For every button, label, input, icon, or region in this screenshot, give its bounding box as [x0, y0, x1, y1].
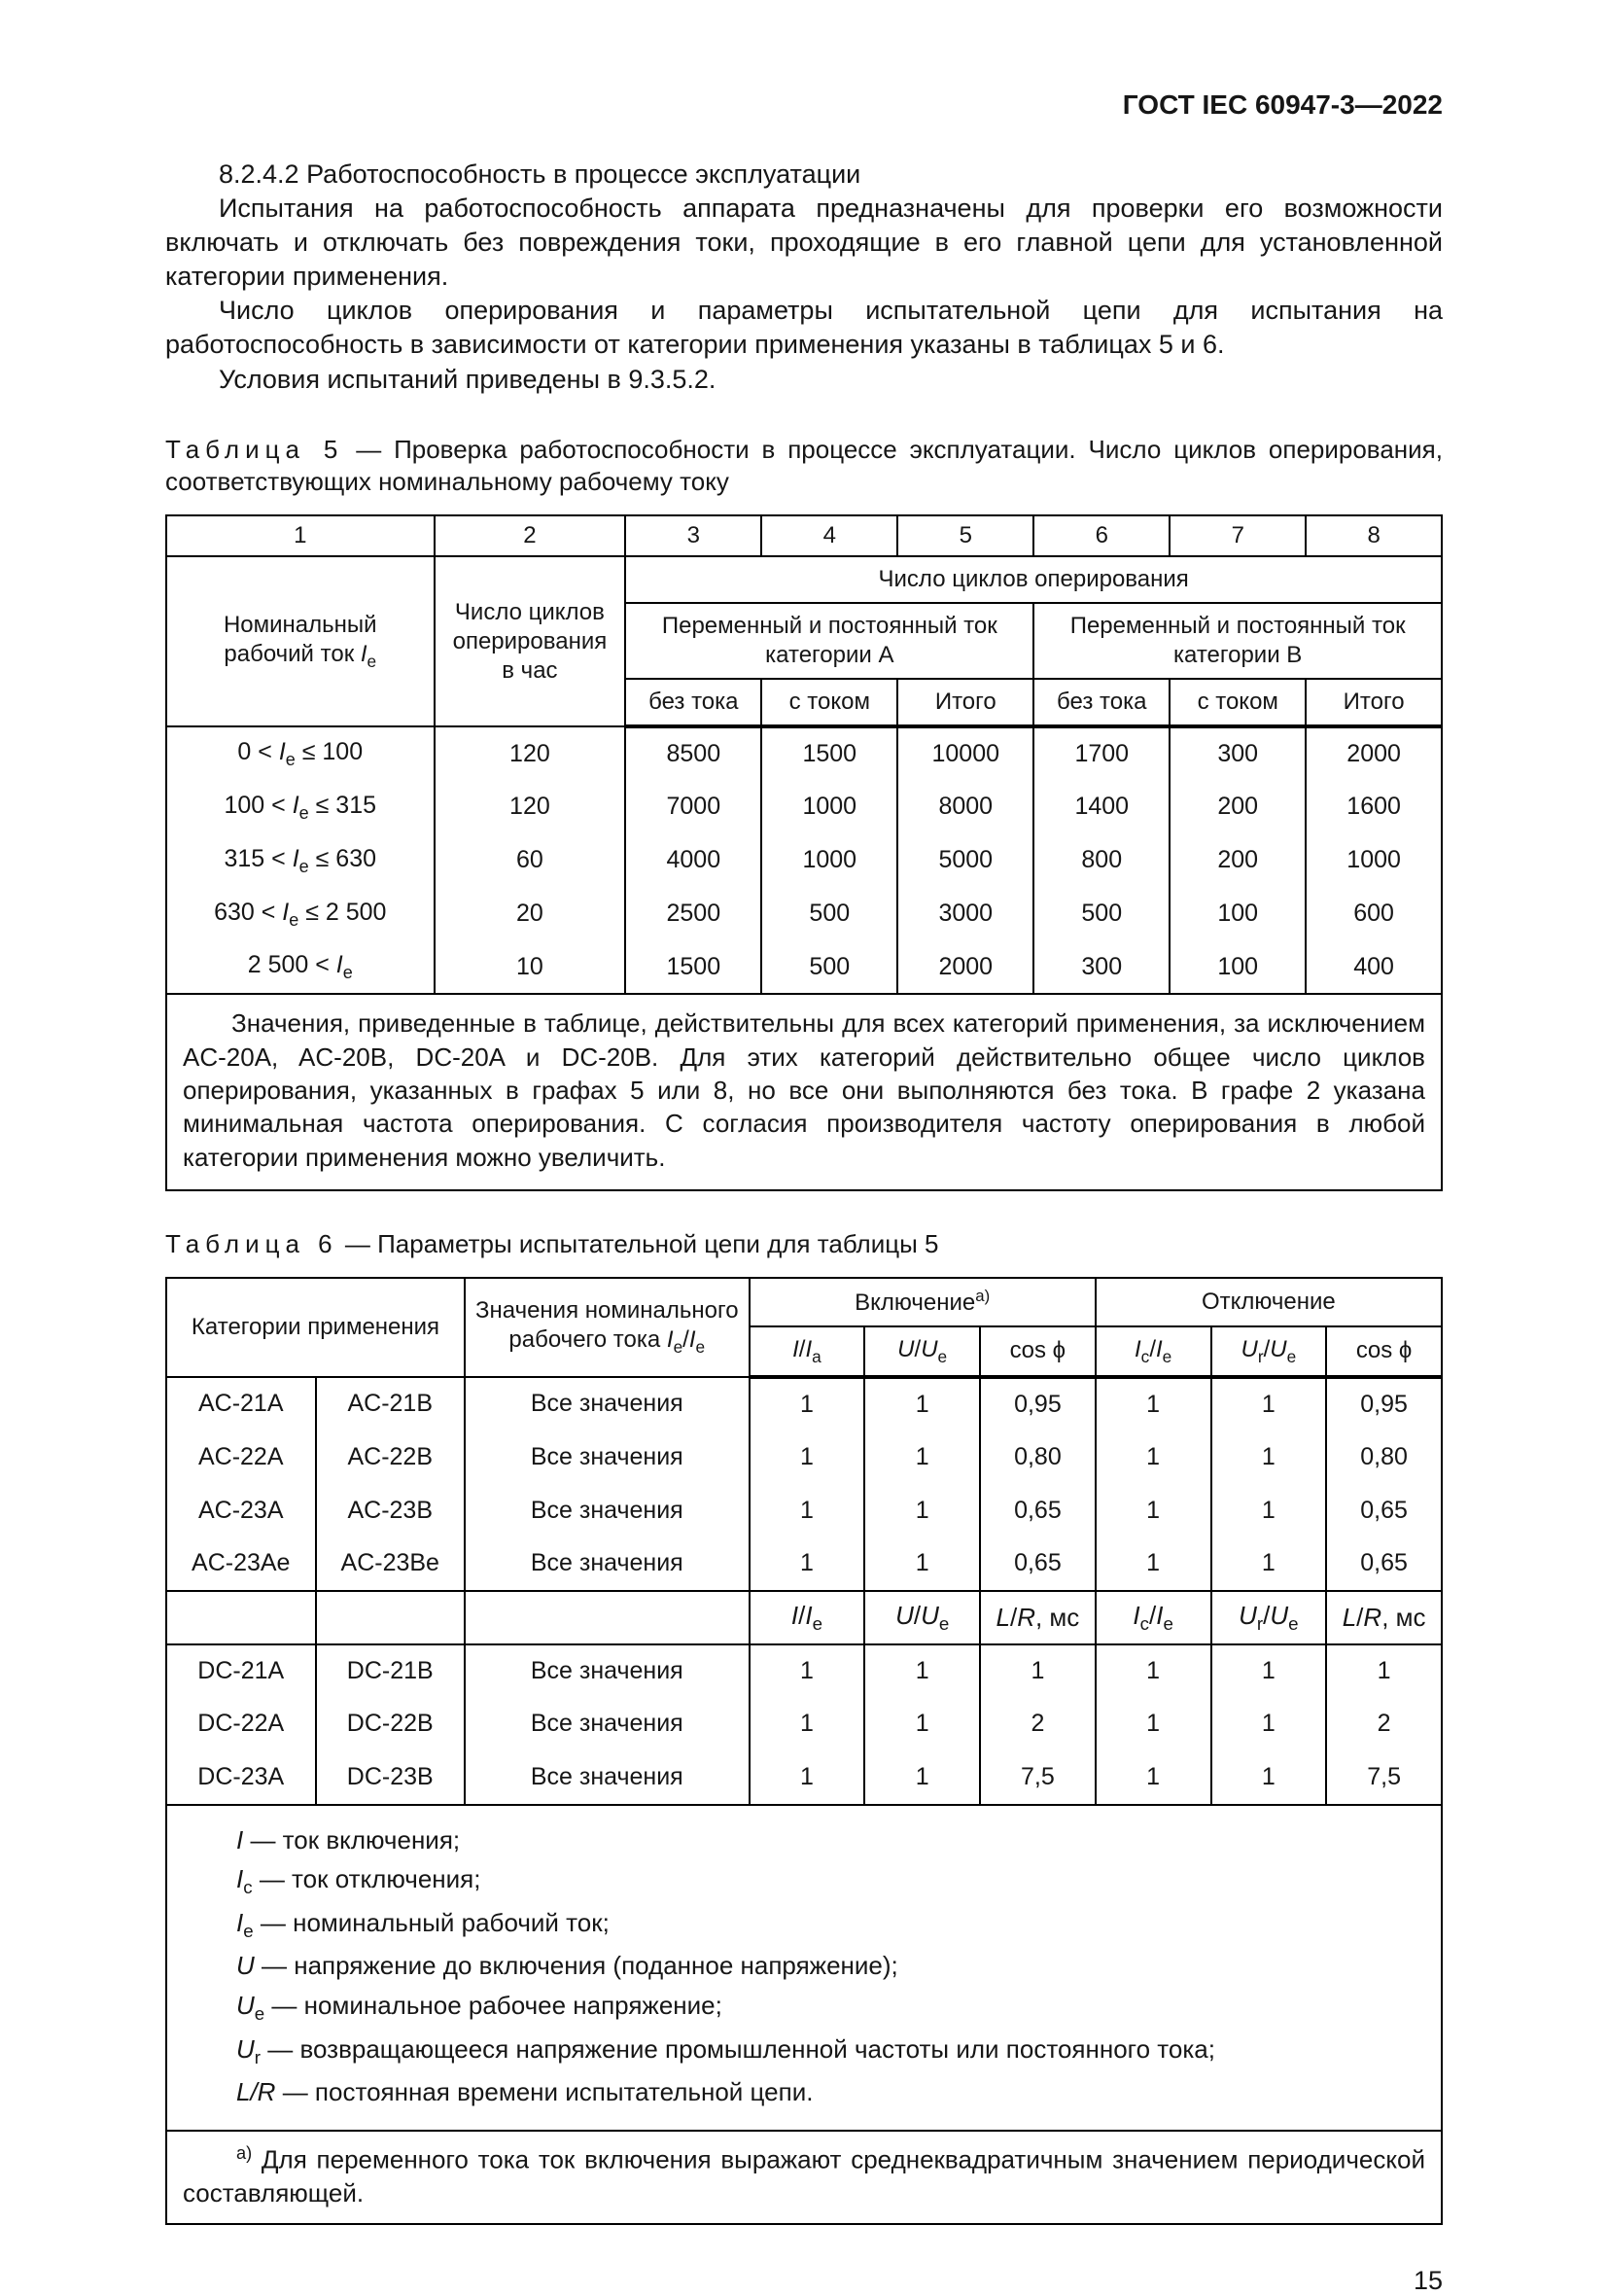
cell-value: 200 [1170, 833, 1306, 887]
cell-value: 1000 [1306, 833, 1442, 887]
t6-footnote: $^{a)}$ Для переменного тока ток включения выражают среднеквадратичным значением периодической составляющей. [166, 2131, 1442, 2224]
cell-value: 1 [1096, 1644, 1211, 1698]
section-heading: 8.2.4.2 Работоспособность в процессе эксплуатации [219, 159, 861, 189]
table5-caption-text: — Проверка работоспособности в процессе эксплуатации. Число циклов оперирования, соответствующих номинальному рабочему току [165, 434, 1443, 497]
cell-category: AC-23Ae [166, 1537, 316, 1591]
cell-value: 1 [1096, 1431, 1211, 1484]
definition: U — напряжение до включения (поданное напряжение); [236, 1951, 898, 1981]
definition: $U_r$ — возвращающееся напряжение промышленной частоты или постоянного тока; [236, 2033, 1215, 2067]
cell-value: 1 [750, 1431, 865, 1484]
cell-value: 1 [1211, 1431, 1327, 1484]
cell-value: 300 [1170, 726, 1306, 780]
t6-header-categories: Категории применения [166, 1278, 465, 1377]
cell-value: Все значения [465, 1751, 750, 1805]
cell-value: 1 [864, 1644, 980, 1698]
cell-value: 1 [1096, 1484, 1211, 1537]
cell-value: 1400 [1033, 780, 1170, 833]
column-number: 6 [1033, 515, 1170, 556]
cell-category: AC-21B [316, 1377, 466, 1431]
cell-category: AC-23B [316, 1484, 466, 1537]
cell-value: 8500 [625, 726, 761, 780]
t5-header-row-1 [166, 556, 1442, 603]
cell-value: 60 [435, 833, 626, 887]
table-row [166, 1537, 1442, 1591]
cell-category: AC-22A [166, 1431, 316, 1484]
cell-value: Все значения [465, 1644, 750, 1698]
cell-category: AC-21A [166, 1377, 316, 1431]
column-number: 5 [897, 515, 1033, 556]
cell-value: 2000 [1306, 726, 1442, 780]
cell-value: 8000 [897, 780, 1033, 833]
t6-definitions [166, 1805, 1442, 2131]
table5 [165, 514, 1443, 1191]
t6-symbol-header: cos ϕ [980, 1326, 1096, 1377]
t6-symbol-header: $I/I_a$ [750, 1326, 865, 1377]
table6 [165, 1277, 1443, 2226]
cell-value: 1 [1211, 1644, 1327, 1698]
t6-symbol-header: $I/I_e$ [750, 1591, 865, 1644]
table5-note: Значения, приведенные в таблице, действительны для всех категорий применения, за исключением AC-20A, AC-20B, DC-20A и DC-20B. Для этих категорий действительно общее число циклов оперирования, указанных в графах 5 или 8, но все они выполняются без тока. В графе 2 указана минимальная частота оперирования. С согласия производителя частоту оперирования в любой категории применения можно увеличить. [166, 994, 1442, 1190]
cell-category: DC-23B [316, 1751, 466, 1805]
cell-value: 1 [1211, 1537, 1327, 1591]
t5-subheader: Итого [1306, 679, 1442, 726]
cell-value: 500 [1033, 887, 1170, 940]
page-number: 15 [1413, 2266, 1443, 2296]
cell-value: 1 [750, 1377, 865, 1431]
table-row [166, 833, 1442, 887]
t5-header-category-a: Переменный и постоянный ток категории A [625, 603, 1033, 679]
definition: $U_e$ — номинальное рабочее напряжение; [236, 1991, 722, 2025]
cell-category: AC-23Be [316, 1537, 466, 1591]
table-row [166, 1431, 1442, 1484]
cell-value: 4000 [625, 833, 761, 887]
cell-category: DC-21A [166, 1644, 316, 1698]
t6-header-rated-values: Значения номинального рабочего тока $I_e/I_e$ [465, 1278, 750, 1377]
column-number: 1 [166, 515, 435, 556]
cell-value: 1 [1096, 1751, 1211, 1805]
table6-caption-text: — Параметры испытательной цепи для таблицы 5 [344, 1228, 939, 1258]
cell-value: 1 [864, 1377, 980, 1431]
cell-value: Все значения [465, 1377, 750, 1431]
cell-value: 2 [1326, 1698, 1442, 1751]
paragraph: Испытания на работоспособность аппарата предназначены для проверки его возможности включать и отключать без повреждения токи, проходящие в его главной цепи для установленной категории применения. [165, 194, 1443, 292]
cell-current-range: $0 < I_e \le 100$ [166, 726, 435, 780]
cell-value: 3000 [897, 887, 1033, 940]
cell-value: 1 [750, 1751, 865, 1805]
cell-value: 1 [864, 1537, 980, 1591]
cell-value: 0,95 [980, 1377, 1096, 1431]
t5-subheader: Итого [897, 679, 1033, 726]
t5-subheader: без тока [625, 679, 761, 726]
cell-value: 500 [761, 887, 897, 940]
t5-column-number-row [166, 515, 1442, 556]
t5-header-cycles-group: Число циклов оперирования [625, 556, 1442, 603]
cell-current-range: $630 < I_e \le 2$ 500 [166, 887, 435, 940]
cell-value: 100 [1170, 940, 1306, 994]
t6-mid-header-row [166, 1591, 1442, 1644]
empty-cell [166, 1591, 316, 1644]
paragraph: Условия испытаний приведены в 9.3.5.2. [219, 364, 717, 394]
cell-value: 1 [750, 1644, 865, 1698]
t6-symbol-header: $U/U_e$ [864, 1326, 980, 1377]
cell-value: 200 [1170, 780, 1306, 833]
t5-header-cycles-per-hour: Число циклов оперирования в час [435, 556, 626, 726]
cell-current-range: 2 $500 < I_e$ [166, 940, 435, 994]
t5-subheader: с током [761, 679, 897, 726]
t6-footnote-row [166, 2131, 1442, 2224]
cell-value: 5000 [897, 833, 1033, 887]
t6-definitions-row [166, 1805, 1442, 2131]
cell-category: DC-23A [166, 1751, 316, 1805]
table-row [166, 940, 1442, 994]
cell-value: 10 [435, 940, 626, 994]
cell-value: 1 [1326, 1644, 1442, 1698]
cell-value: 1 [1211, 1698, 1327, 1751]
definition: $I_e$ — номинальный рабочий ток; [236, 1907, 610, 1942]
cell-value: 1600 [1306, 780, 1442, 833]
cell-value: 0,65 [1326, 1537, 1442, 1591]
cell-category: DC-22B [316, 1698, 466, 1751]
empty-cell [316, 1591, 466, 1644]
t6-symbol-header: $I_c/I_e$ [1096, 1591, 1211, 1644]
table-row [166, 726, 1442, 780]
cell-value: 300 [1033, 940, 1170, 994]
cell-value: 1 [1211, 1377, 1327, 1431]
cell-category: AC-23A [166, 1484, 316, 1537]
cell-category: DC-21B [316, 1644, 466, 1698]
t5-header-rated-current: Номинальный рабочий ток $I_e$ [166, 556, 435, 726]
cell-value: 1 [864, 1431, 980, 1484]
cell-value: 500 [761, 940, 897, 994]
t5-subheader: без тока [1033, 679, 1170, 726]
t6-symbol-header: $U_r/U_e$ [1211, 1326, 1327, 1377]
cell-value: 7,5 [980, 1751, 1096, 1805]
cell-value: 120 [435, 726, 626, 780]
cell-value: 1000 [761, 833, 897, 887]
cell-value: 0,65 [1326, 1484, 1442, 1537]
t6-symbol-header: $I_c/I_e$ [1096, 1326, 1211, 1377]
cell-value: 0,80 [980, 1431, 1096, 1484]
cell-value: 1 [1096, 1698, 1211, 1751]
cell-value: 2500 [625, 887, 761, 940]
table-row [166, 887, 1442, 940]
column-number: 7 [1170, 515, 1306, 556]
paragraph: Число циклов оперирования и параметры испытательной цепи для испытания на работоспособность в зависимости от категории применения указаны в таблицах 5 и 6. [165, 296, 1443, 360]
definition: I — ток включения; [236, 1824, 461, 1854]
column-number: 4 [761, 515, 897, 556]
cell-value: 10000 [897, 726, 1033, 780]
table-row [166, 1698, 1442, 1751]
cell-category: AC-22B [316, 1431, 466, 1484]
cell-value: 1 [750, 1484, 865, 1537]
cell-value: 0,65 [980, 1484, 1096, 1537]
table6-caption-label: Таблица 6 [165, 1228, 338, 1258]
cell-current-range: $100 < I_e \le 315$ [166, 780, 435, 833]
cell-value: 1 [1096, 1537, 1211, 1591]
cell-value: 1 [864, 1484, 980, 1537]
t5-note-row [166, 994, 1442, 1190]
table5-caption-label: Таблица 5 [165, 434, 344, 464]
t5-header-category-b: Переменный и постоянный ток категории B [1033, 603, 1442, 679]
t6-symbol-header: $U_r/U_e$ [1211, 1591, 1327, 1644]
cell-value: 2 [980, 1698, 1096, 1751]
cell-value: 0,65 [980, 1537, 1096, 1591]
cell-value: 1000 [761, 780, 897, 833]
cell-value: 0,80 [1326, 1431, 1442, 1484]
t6-header-breaking: Отключение [1096, 1278, 1442, 1326]
cell-value: 7000 [625, 780, 761, 833]
cell-value: 1 [864, 1751, 980, 1805]
cell-value: 7,5 [1326, 1751, 1442, 1805]
cell-value: 1500 [761, 726, 897, 780]
t6-symbol-header: $U/U_e$ [864, 1591, 980, 1644]
cell-value: 1700 [1033, 726, 1170, 780]
cell-value: 100 [1170, 887, 1306, 940]
cell-value: 0,95 [1326, 1377, 1442, 1431]
table-row [166, 780, 1442, 833]
cell-value: 1 [980, 1644, 1096, 1698]
cell-value: 800 [1033, 833, 1170, 887]
cell-value: 1500 [625, 940, 761, 994]
cell-value: 1 [1211, 1751, 1327, 1805]
column-number: 3 [625, 515, 761, 556]
cell-value: 1 [750, 1537, 865, 1591]
cell-value: 20 [435, 887, 626, 940]
table-row [166, 1484, 1442, 1537]
cell-category: DC-22A [166, 1698, 316, 1751]
column-number: 2 [435, 515, 626, 556]
t5-subheader: с током [1170, 679, 1306, 726]
cell-value: Все значения [465, 1431, 750, 1484]
cell-value: 1 [1096, 1377, 1211, 1431]
t6-header-making: Включение$^{a)}$ [750, 1278, 1096, 1326]
t6-symbol-header: cos ϕ [1326, 1326, 1442, 1377]
cell-value: Все значения [465, 1537, 750, 1591]
definition: L/R — постоянная времени испытательной цепи. [236, 2077, 814, 2107]
cell-value: 2000 [897, 940, 1033, 994]
table5-caption [165, 434, 1443, 500]
empty-cell [465, 1591, 750, 1644]
table-row [166, 1751, 1442, 1805]
table-row [166, 1377, 1442, 1431]
definition: $I_c$ — ток отключения; [236, 1864, 481, 1898]
cell-value: 600 [1306, 887, 1442, 940]
doc-header: ГОСТ IEC 60947-3—2022 [1122, 89, 1443, 120]
t6-header-row-1 [166, 1278, 1442, 1326]
t6-symbol-header: L/R, мс [980, 1591, 1096, 1644]
cell-value: Все значения [465, 1698, 750, 1751]
cell-value: 1 [1211, 1484, 1327, 1537]
cell-value: 1 [750, 1698, 865, 1751]
cell-value: Все значения [465, 1484, 750, 1537]
t6-symbol-header: L/R, мс [1326, 1591, 1442, 1644]
column-number: 8 [1306, 515, 1442, 556]
cell-value: 120 [435, 780, 626, 833]
table-row [166, 1644, 1442, 1698]
cell-current-range: $315 < I_e \le 630$ [166, 833, 435, 887]
cell-value: 1 [864, 1698, 980, 1751]
cell-value: 400 [1306, 940, 1442, 994]
table6-caption [165, 1228, 1443, 1261]
